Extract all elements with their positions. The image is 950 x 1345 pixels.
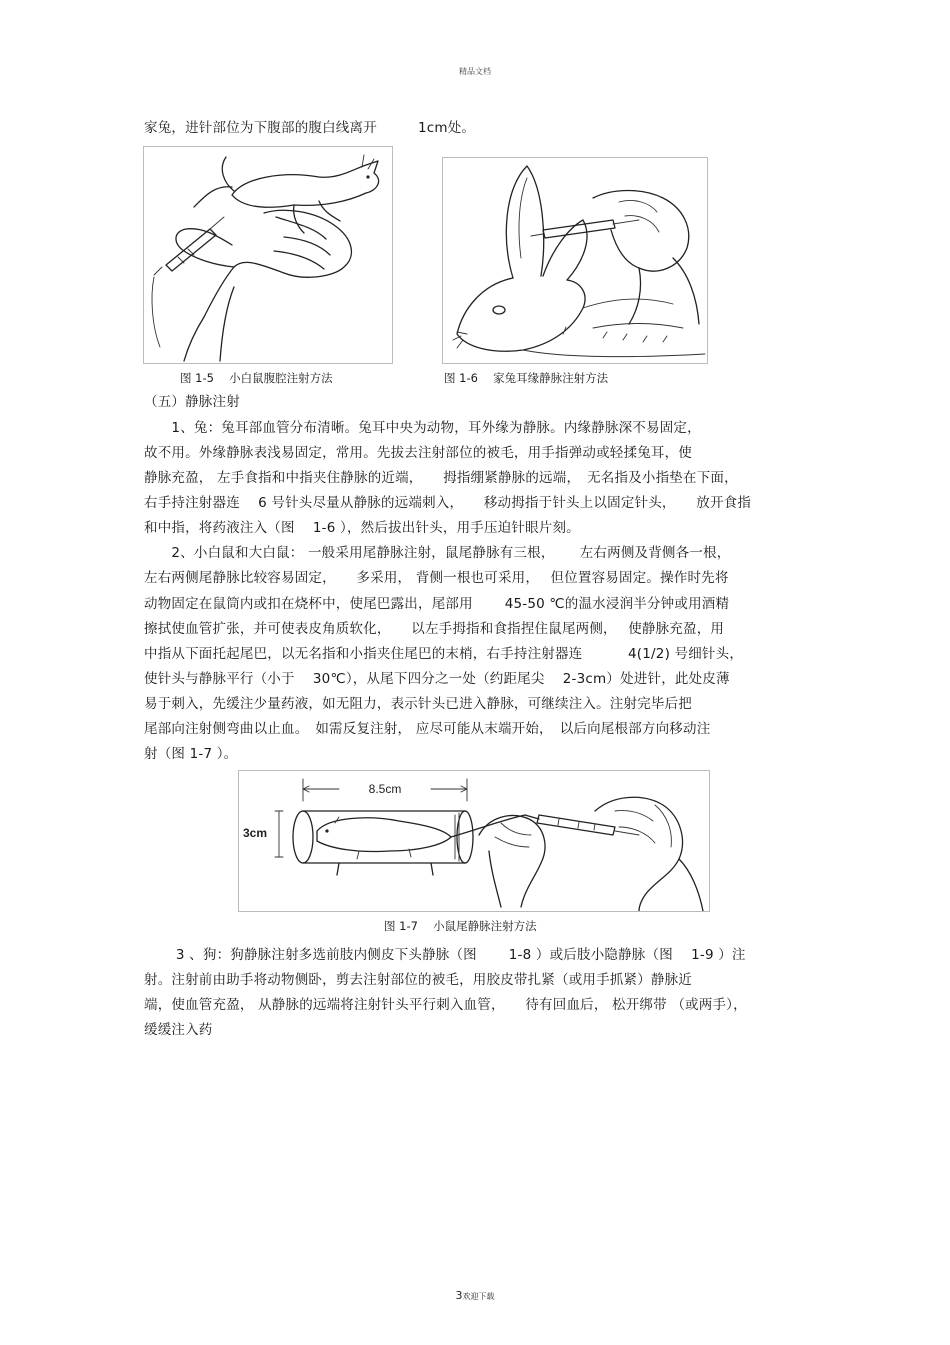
- body-line-18: 端，使血管充盈， 从静脉的远端将注射针头平行刺入血管， 待有回血后， 松开绑带 （或两手），: [144, 997, 747, 1013]
- body-line-9: 动物固定在鼠筒内或扣在烧杯中，使尾巴露出，尾部用 45-50 ℃的温水浸润半分钟或用酒精: [144, 596, 730, 612]
- body-line-13: 易于刺入，先缓注少量药液，如无阻力，表示针头已进入静脉，可继续注入。注射完毕后把: [144, 696, 692, 712]
- length-label: 8.5cm: [368, 782, 402, 796]
- body-line-8: 左右两侧尾静脉比较容易固定， 多采用， 背侧一根也可采用， 但位置容易固定。操作时先将: [144, 570, 729, 586]
- body-line-10: 擦拭使血管扩张，并可使表皮角质软化， 以左手拇指和食指捏住鼠尾两侧， 使静脉充盈，用: [144, 621, 725, 637]
- page-number: 3: [455, 1289, 463, 1302]
- body-line-6: 和中指，将药液注入（图 1-6 ），然后拔出针头，用手压迫针眼片刻。: [144, 520, 580, 536]
- body-line-4: 静脉充盈， 左手食指和中指夹住静脉的近端， 拇指绷紧静脉的远端， 无名指及小指垫在下面，: [144, 470, 738, 486]
- body-line-7: 2、小白鼠和大白鼠： 一般采用尾静脉注射，鼠尾静脉有三根， 左右两侧及背侧各一根，: [144, 545, 731, 561]
- figure-1-6-caption: 图 1-6 家兔耳缘静脉注射方法: [444, 371, 609, 385]
- body-line-11: 中指从下面托起尾巴，以无名指和小指夹住尾巴的末梢，右手持注射器连 4(1/2) 号细针头，: [144, 646, 744, 662]
- height-label: 3cm: [243, 826, 268, 840]
- footer-text: 欢迎下载: [462, 1292, 495, 1301]
- page-header: 精品文档: [459, 67, 491, 76]
- body-line-1: 家兔，进针部位为下腹部的腹白线离开 1cm处。: [144, 120, 476, 136]
- mouse-tube-illustration: [239, 771, 709, 911]
- page-footer: [0, 1289, 950, 1302]
- body-line-14: 尾部向注射侧弯曲以止血。 如需反复注射， 应尽可能从末端开始， 以后向尾根部方向移动注: [144, 721, 711, 737]
- mouse-hand-illustration: [144, 147, 392, 363]
- figure-1-5-caption: 图 1-5 小白鼠腹腔注射方法: [180, 371, 333, 385]
- body-line-2: 1、兔：兔耳部血管分布清晰。兔耳中央为动物，耳外缘为静脉。内缘静脉深不易固定，: [144, 420, 701, 436]
- body-line-19: 缓缓注入药: [144, 1022, 213, 1038]
- body-line-17: 射。注射前由助手将动物侧卧，剪去注射部位的被毛，用胶皮带扎紧（或用手抓紧）静脉近: [144, 972, 692, 988]
- figure-rabbit-ear-injection: [442, 157, 708, 364]
- rabbit-illustration: [443, 158, 707, 363]
- figure-1-7-caption: 图 1-7 小鼠尾静脉注射方法: [384, 919, 537, 933]
- body-line-15: 射（图 1-7 ）。: [144, 746, 238, 762]
- body-line-12: 使针头与静脉平行（小于 30℃），从尾下四分之一处（约距尾尖 2-3cm）处进针，此处皮薄: [144, 671, 730, 687]
- body-line-5: 右手持注射器连 6 号针头尽量从静脉的远端刺入， 移动拇指于针头上以固定针头， 放开食指: [144, 495, 752, 511]
- figure-mouse-injection: [143, 146, 393, 364]
- section-heading-intravenous: （五）静脉注射: [144, 394, 240, 410]
- body-line-3: 故不用。外缘静脉表浅易固定，常用。先拔去注射部位的被毛，用手指弹动或轻揉兔耳，使: [144, 445, 692, 461]
- figure-mouse-tail-injection: [238, 770, 710, 912]
- body-line-16: 3 、狗：狗静脉注射多选前肢内侧皮下头静脉（图 1-8 ）或后肢小隐静脉（图 1-9 ）注: [144, 947, 746, 963]
